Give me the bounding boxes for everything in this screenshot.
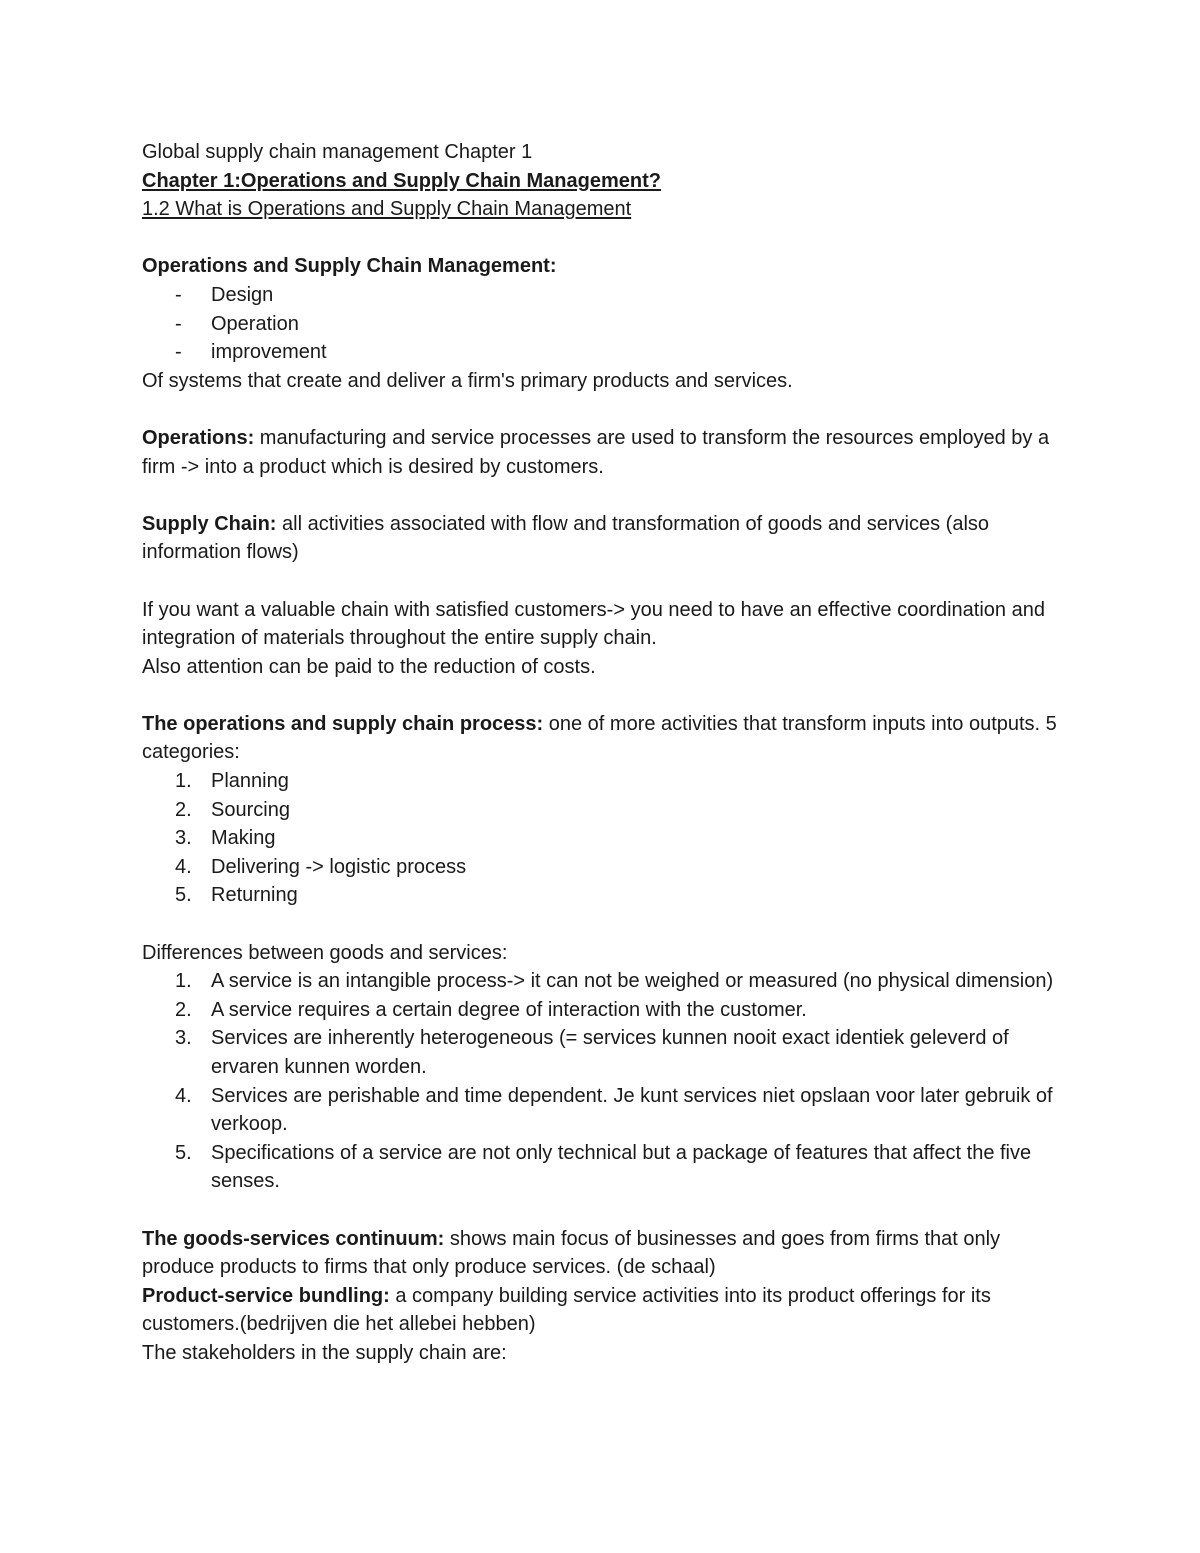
spacer <box>142 910 1072 939</box>
spacer <box>142 395 1072 424</box>
list-item: - Design <box>142 281 1072 310</box>
stakeholders-text: The stakeholders in the supply chain are: <box>142 1341 507 1364</box>
supply-chain-term: Supply Chain: <box>142 512 277 535</box>
supply-chain-text: all activities associated with flow and transformation of goods and services (also information flows) <box>142 512 990 564</box>
valuable-chain-text: If you want a valuable chain with satisfied customers-> you need to have an effective coordination and integration of materials throughout the entire supply chain. <box>142 598 1045 650</box>
document-page <box>142 138 1072 1368</box>
list-item: 4. Services are perishable and time dependent. Je kunt services niet opslaan voor later gebruik of verkoop. <box>175 1084 1053 1136</box>
process-definition <box>142 710 1072 767</box>
list-item: 4. Delivering -> logistic process <box>175 855 467 878</box>
chapter-heading: Chapter 1:Operations and Supply Chain Management? <box>142 169 661 192</box>
oscm-term: Operations and Supply Chain Management: <box>142 255 557 278</box>
process-text: one of more activities that transform inputs into outputs. 5 categories: <box>142 712 1057 764</box>
bundling-term: Product-service bundling: <box>142 1284 390 1307</box>
section-heading: 1.2 What is Operations and Supply Chain Management <box>142 198 632 221</box>
dash-bullet: - <box>175 312 182 335</box>
bundling-definition <box>142 1282 1072 1339</box>
spacer <box>142 1196 1072 1225</box>
differences-intro: Differences between goods and services: <box>142 941 508 964</box>
list-item: 1. A service is an intangible process-> it can not be weighed or measured (no physical dimension) <box>175 970 1054 993</box>
list-item: 2. A service requires a certain degree of interaction with the customer. <box>175 998 807 1021</box>
list-item: 5. Specifications of a service are not only technical but a package of features that affect the five senses. <box>175 1141 1032 1193</box>
spacer <box>142 567 1072 596</box>
spacer <box>142 481 1072 510</box>
cost-reduction-text: Also attention can be paid to the reduction of costs. <box>142 655 596 678</box>
spacer <box>142 224 1072 253</box>
list-item: 1. Planning <box>175 770 289 793</box>
process-term: The operations and supply chain process: <box>142 712 544 735</box>
differences-list <box>142 967 1072 1196</box>
list-item: 5. Returning <box>175 884 298 907</box>
supply-chain-definition <box>142 510 1072 567</box>
operations-definition <box>142 424 1072 481</box>
list-item: 3. Making <box>175 827 276 850</box>
bundling-text: a company building service activities into its product offerings for its customers.(bedrijven die het allebei hebben) <box>142 1284 991 1336</box>
list-item: - Operation <box>142 310 1072 339</box>
document-title: Global supply chain management Chapter 1 <box>142 141 533 163</box>
operations-text: manufacturing and service processes are used to transform the resources employed by a firm -> into a product which is desired by customers. <box>142 426 1050 478</box>
dash-bullet: - <box>175 341 182 364</box>
list-item: - improvement <box>142 338 1072 367</box>
continuum-term: The goods-services continuum: <box>142 1227 445 1250</box>
continuum-text: shows main focus of businesses and goes from firms that only produce products to firms that only produce services. (de schaal) <box>142 1227 1001 1279</box>
oscm-closing: Of systems that create and deliver a firm's primary products and services. <box>142 369 793 392</box>
operations-term: Operations: <box>142 426 255 449</box>
process-categories-list <box>142 767 1072 910</box>
oscm-list <box>142 281 1072 367</box>
list-item: 2. Sourcing <box>175 798 290 821</box>
spacer <box>142 681 1072 710</box>
dash-bullet: - <box>175 283 182 306</box>
list-item: 3. Services are inherently heterogeneous (= services kunnen nooit exact identiek geleverd of ervaren kunnen worden. <box>175 1027 1009 1078</box>
continuum-definition <box>142 1225 1072 1282</box>
